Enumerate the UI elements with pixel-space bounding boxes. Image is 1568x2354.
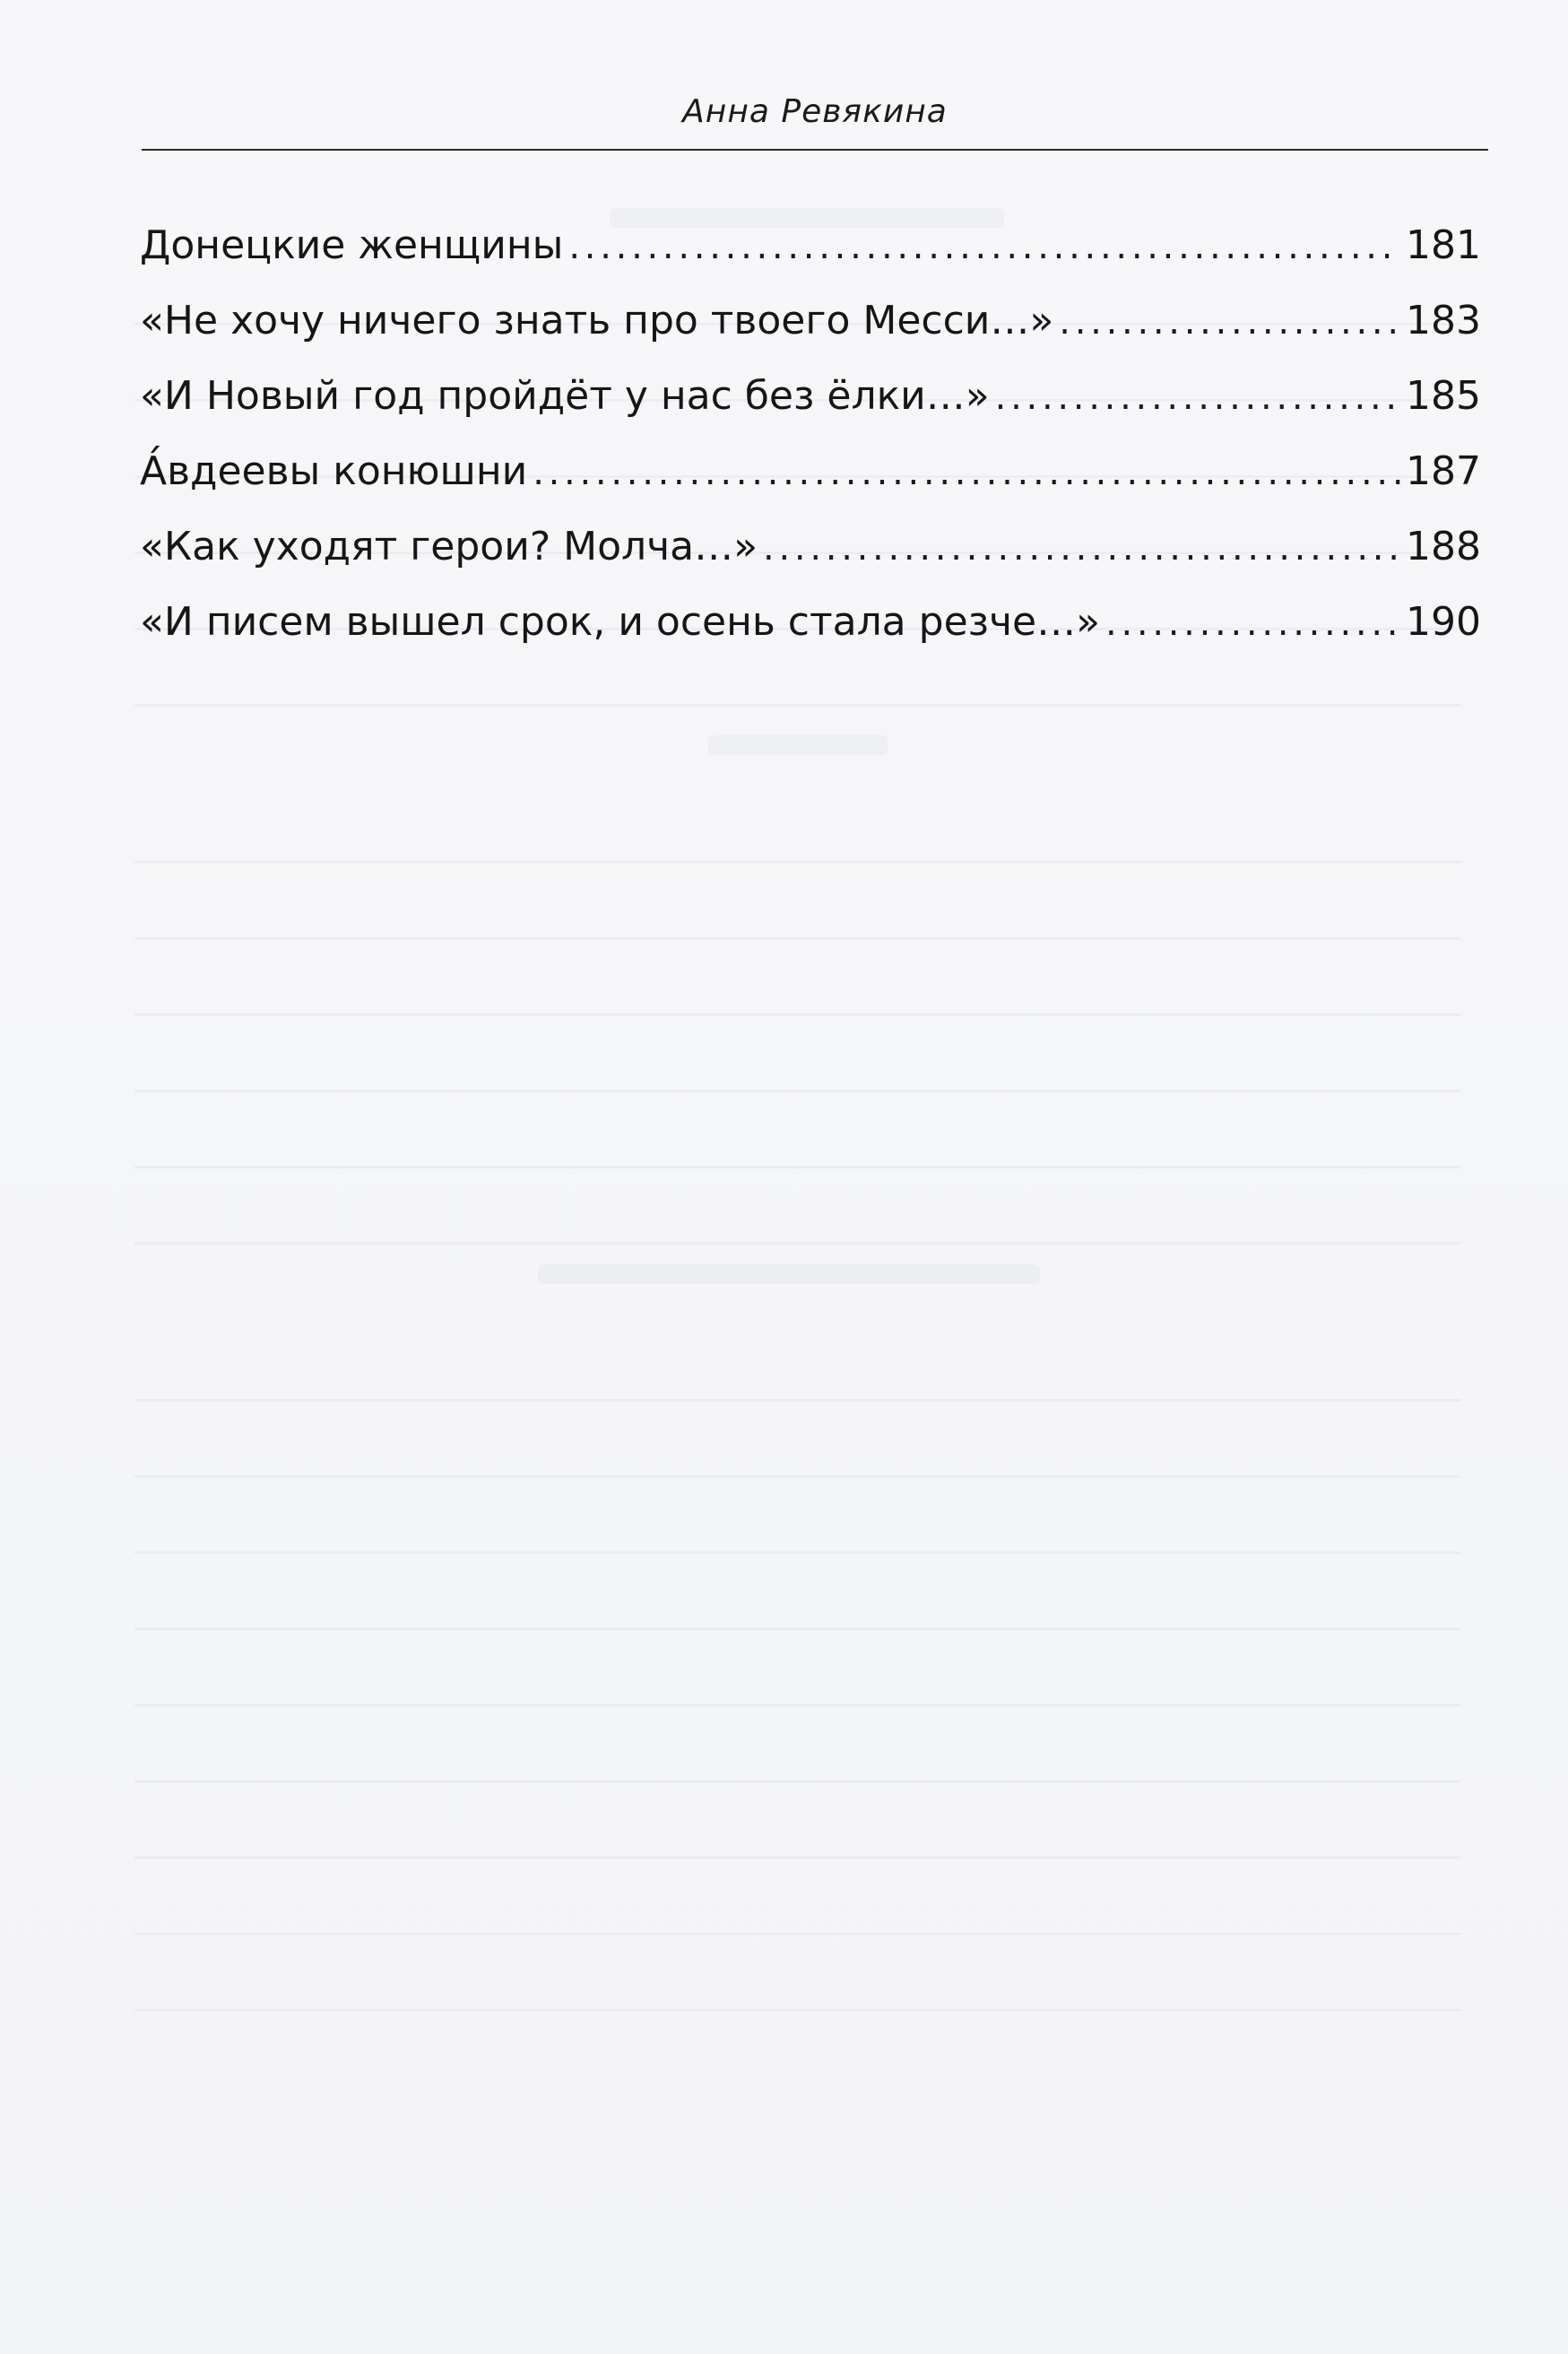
ghost-line [134, 861, 1461, 864]
toc-entry-title: «Не хочу ничего знать про твоего Месси…» [140, 298, 1054, 343]
table-of-contents [140, 208, 1481, 660]
running-header [142, 93, 1488, 152]
ghost-line [134, 1242, 1461, 1245]
ghost-line [134, 1013, 1461, 1016]
toc-entry [140, 585, 1481, 660]
ghost-line [134, 1475, 1461, 1478]
ghost-line [134, 2009, 1461, 2011]
toc-entry-title: Донецкие женщины [140, 222, 564, 268]
ghost-line [134, 1628, 1461, 1630]
toc-entry [140, 208, 1481, 283]
toc-entry-page: 181 [1406, 222, 1481, 268]
toc-entry [140, 509, 1481, 585]
toc-entry-title: «Как уходят герои? Молча…» [140, 524, 758, 569]
ghost-line [134, 704, 1461, 707]
toc-entry-page: 190 [1406, 599, 1481, 645]
ghost-line [134, 937, 1461, 940]
ghost-heading [538, 1264, 1040, 1284]
toc-entry-title: «И писем вышел срок, и осень стала резче…» [140, 599, 1101, 645]
dot-leader [568, 209, 1400, 284]
ghost-line [134, 1856, 1461, 1859]
ghost-line [134, 1933, 1461, 1935]
toc-entry [140, 283, 1481, 359]
ghost-line [134, 1166, 1461, 1168]
ghost-line [134, 1399, 1461, 1402]
toc-entry-title: А́вдеевы конюшни [140, 448, 528, 494]
header-rule [142, 149, 1488, 151]
toc-entry [140, 359, 1481, 434]
toc-entry-page: 185 [1406, 373, 1481, 419]
author-name: Анна Ревякина [682, 93, 948, 130]
dot-leader [995, 360, 1400, 435]
toc-entry [140, 434, 1481, 509]
dot-leader [1105, 586, 1400, 661]
toc-entry-title: «И Новый год пройдёт у нас без ёлки…» [140, 373, 990, 419]
toc-entry-page: 188 [1406, 524, 1481, 569]
dot-leader [763, 510, 1400, 586]
dot-leader [533, 435, 1400, 510]
ghost-line [134, 1090, 1461, 1092]
ghost-line [134, 1551, 1461, 1554]
toc-entry-page: 187 [1406, 448, 1481, 494]
dot-leader [1059, 284, 1400, 360]
toc-entry-page: 183 [1406, 298, 1481, 343]
ghost-line [134, 1704, 1461, 1707]
ghost-heading [708, 735, 888, 755]
ghost-line [134, 1780, 1461, 1783]
